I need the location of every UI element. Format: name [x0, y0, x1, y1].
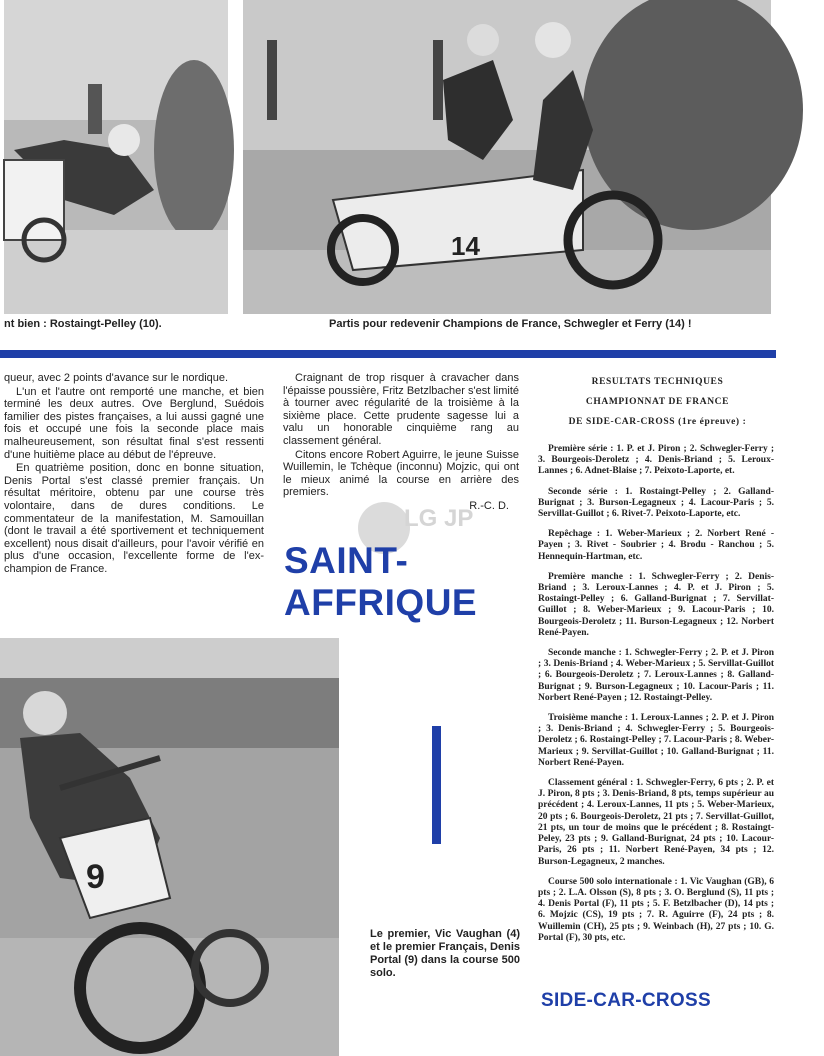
caption-top-left: nt bien : Rostaingt-Pelley (10). [4, 318, 162, 330]
photo-motocross-rider-9 [0, 638, 339, 1056]
headline [284, 540, 477, 624]
results-column [538, 444, 774, 953]
results-paragraph: Seconde manche : 1. Schwegler-Ferry ; 2. P. et J. Piron ; 3. Denis-Briand ; 4. Weber-Marieux ; 5. Servillat-Guillot ; 6. Bourgeois-Deroletz ; 7. Leroux-Lannes ; 8. Galland-Burignat ; 9. Burson-Legagneux ; 10. Lacour-Paris ; 11. Norbert René-Payen ; 12. Rostaingt-Pelley. [538, 648, 774, 703]
results-paragraph: Repêchage : 1. Weber-Marieux ; 2. Norbert René - Payen ; 3. Rivet - Soubrier ; 4. Brodu - Ranchou ; 5. Hennequin-Hartman, etc. [538, 529, 774, 562]
logo-text: LG JP [404, 505, 474, 532]
sidecar-number: 14 [451, 231, 480, 261]
results-heading-line: CHAMPIONNAT DE FRANCE [585, 397, 730, 407]
results-heading-line: RESULTATS TECHNIQUES [591, 377, 724, 387]
article-paragraph: queur, avec 2 points d'avance sur le nordique. [4, 372, 229, 384]
article-paragraph: Craignant de trop risquer à cravacher dans l'épaisse poussière, Fritz Betzlbacher s'est limité à tourner avec régularité de la troisième à la sixième place. Cette prudente sagesse lui a valu un honorable cinquième rang au classement général. [283, 372, 519, 447]
article-paragraph: En quatrième position, donc en bonne situation, Denis Portal s'est classé premier français. Un résultat méritoire, obtenu par une course très volontaire, dans de dures conditions. Le commentateur de la manifestation, M. Samouillan (dont le travail a été sportivement et techniquement excellent) nous disait d'ailleurs, pour l'avoir vérifié en plus d'une occasion, l'excellente forme de l'ex-champion de France. [4, 462, 264, 575]
section-footer-title: SIDE-CAR-CROSS [541, 990, 711, 1011]
photo-sidecar-14 [243, 0, 771, 314]
photo-sidecar-passenger [4, 0, 228, 314]
results-paragraph: Première série : 1. P. et J. Piron ; 2. Schwegler-Ferry ; 3. Bourgeois-Deroletz ; 4. Denis-Briand ; 5. Leroux-Lannes ; 6. Adnet-Blaise ; 7. Peixoto-Laporte, et. [538, 444, 774, 477]
article-paragraph: Citons encore Robert Aguirre, le jeune Suisse Wuillemin, le Tchèque (inconnu) Mojzic, qui ont le mieux animé la course en arrière des premiers. [283, 448, 519, 499]
results-heading [540, 372, 775, 432]
results-heading-line: DE SIDE-CAR-CROSS (1re épreuve) : [568, 417, 747, 427]
caption-bottom: Le premier, Vic Vaughan (4) et le premier Français, Denis Portal (9) dans la course 500 solo. [370, 928, 520, 979]
caption-top-right: Partis pour redevenir Champions de France, Schwegler et Ferry (14) ! [329, 318, 692, 330]
article-signature: R.-C. D. [469, 499, 509, 512]
rider-number: 9 [86, 858, 105, 896]
results-paragraph: Première manche : 1. Schwegler-Ferry ; 2. Denis-Briand ; 3. Leroux-Lannes ; 4. P. et J. Piron ; 5. Rostaingt-Pelley ; 6. Galland-Burignat ; 7. Servillat-Guillot ; 8. Weber-Marieux ; 9. Lacour-Paris ; 10. Bourgeois-Deroletz ; 11. Burson-Legagneux ; 12. Norbert René-Payen. [538, 571, 774, 638]
section-divider [0, 350, 776, 358]
article-column-1 [4, 372, 264, 577]
accent-bar [432, 726, 441, 844]
headline-line-2: AFFRIQUE [284, 582, 478, 623]
headline-line-1: SAINT- [284, 540, 409, 581]
article-column-2 [283, 372, 519, 514]
article-paragraph: L'un et l'autre ont remporté une manche, et bien terminé les deux autres. Ove Berglund, Suédois familier des pistes françaises, a lui aussi gagné une fois et occupé une fois la seconde place mais malheureusement, son résultat final s'est ressenti d'une huitième place au début de l'épreuve. [4, 385, 264, 461]
results-paragraph: Course 500 solo internationale : 1. Vic Vaughan (GB), 6 pts ; 2. L.A. Olsson (S), 8 pts ; 3. O. Berglund (S), 11 pts ; 4. Denis Portal (F), 11 pts ; 5. F. Betzlbacher (D), 14 pts ; 6. Mojzic (CS), 19 pts ; 7. R. Aguirre (F), 24 pts ; 8. Wuillemin (CH), 25 pts ; 9. Weinbach (H), 27 pts ; 10. G. Portal (F), 30 pts, etc. [538, 876, 774, 943]
results-paragraph: Troisième manche : 1. Leroux-Lannes ; 2. P. et J. Piron ; 3. Denis-Briand ; 4. Schwegler-Ferry ; 5. Bourgeois-Deroletz ; 6. Rostaingt-Pelley ; 7. Lacour-Paris ; 8. Weber-Marieux ; 9. Servillat-Guillot ; 10. Galland-Burignat ; 11. Norbert René-Payen. [538, 713, 774, 768]
results-paragraph: Seconde série : 1. Rostaingt-Pelley ; 2. Galland-Burignat ; 3. Burson-Legagneux ; 4. Lacour-Paris ; 5. Servillat-Guillot ; 6. Rivet-7. Peixoto-Laporte, etc. [538, 486, 774, 520]
results-paragraph: Classement général : 1. Schwegler-Ferry, 6 pts ; 2. P. et J. Piron, 8 pts ; 3. Denis-Briand, 8 pts, temps supérieur au précédent ; 4. Leroux-Lannes, 11 pts ; 5. Weber-Marieux, 20 pts ; 6. Bourgeois-Deroletz, 21 pts ; 7. Servillat-Guillot, 21 pts, un tour de moins que le précédent ; 8. Rostaingt-Peley, 23 pts ; 9. Galland-Burignat, 24 pts ; 10. Lacour-Paris, 26 pts ; 11. Norbert René-Payen, 34 pts ; 12. Burson-Legagneux, 2 manches. [538, 778, 774, 867]
